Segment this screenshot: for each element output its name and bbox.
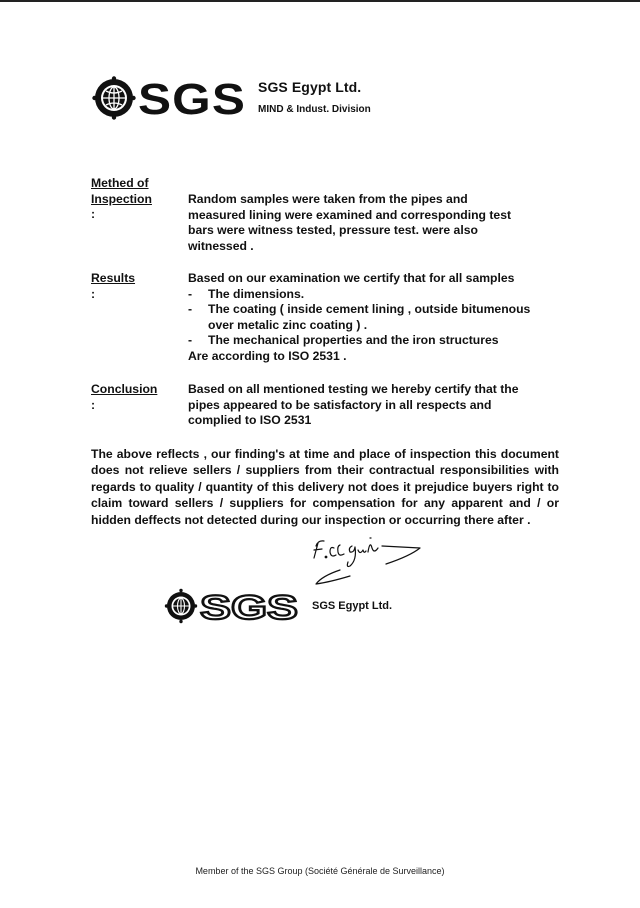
stamp-company-name: SGS Egypt Ltd. (312, 600, 393, 612)
inspection-line: measured lining were examined and corresponding test (188, 207, 512, 222)
inspection-separator: : (91, 207, 96, 222)
division-name: MIND & Indust. Division (258, 104, 371, 115)
handwritten-signature (300, 526, 430, 592)
disclaimer-paragraph: The above reflects , our finding's at time and place of inspection this document does not relieve sellers / suppliers from their contractual responsibilities with regards to quality / quantity of this delivery not does it prejudice buyers right to claim toward sellers / suppliers for compensation for any apparent and / or hidden deffects not detected during our inspection or occurring there after . (91, 447, 559, 527)
bullet-marker: - (188, 302, 193, 317)
top-rule (0, 0, 640, 2)
conclusion-line: Based on all mentioned testing we hereby certify that the (188, 382, 519, 396)
results-item: - The mechanical properties and the iron structures (188, 333, 499, 348)
results-item-continuation: over metalic zinc coating ) . (208, 317, 368, 332)
sgs-stamp-logo-text: SGS (200, 589, 298, 624)
results-intro: Based on our examination we certify that for all samples (188, 271, 515, 285)
results-closing: Are according to ISO 2531 . (188, 348, 347, 363)
results-separator: : (91, 286, 96, 301)
inspection-line: bars were witness tested, pressure test. were also (188, 223, 478, 238)
inspection-heading: Methed of Inspection (91, 176, 152, 206)
inspection-body (188, 192, 568, 254)
conclusion-separator: : (91, 397, 96, 412)
company-name: SGS Egypt Ltd. (258, 79, 362, 95)
results-body (188, 271, 568, 365)
results-heading: Results (91, 271, 136, 285)
results-heading-row (91, 271, 135, 302)
inspection-line: Random samples were taken from the pipes and (188, 192, 468, 206)
conclusion-body (188, 382, 568, 429)
conclusion-heading: Conclusion (91, 382, 158, 396)
conclusion-line: complied to ISO 2531 (188, 413, 312, 428)
inspection-line: witnessed . (188, 238, 254, 253)
member-of-group-note: Member of the SGS Group (Société Générale de Surveillance) (195, 866, 445, 876)
sgs-logo-icon (92, 76, 248, 120)
conclusion-line: pipes appeared to be satisfactory in all respects and (188, 397, 492, 412)
company-block (258, 79, 371, 115)
bullet-marker: - (188, 333, 193, 348)
sgs-stamp-logo-icon (164, 588, 300, 624)
inspection-heading-row (91, 176, 152, 223)
bullet-marker: - (188, 286, 193, 301)
results-item: - The coating ( inside cement lining , outside bitumenous (188, 302, 531, 317)
sgs-logo-text: SGS (138, 76, 246, 120)
conclusion-heading-row (91, 382, 157, 413)
results-item: - The dimensions. (188, 286, 305, 301)
